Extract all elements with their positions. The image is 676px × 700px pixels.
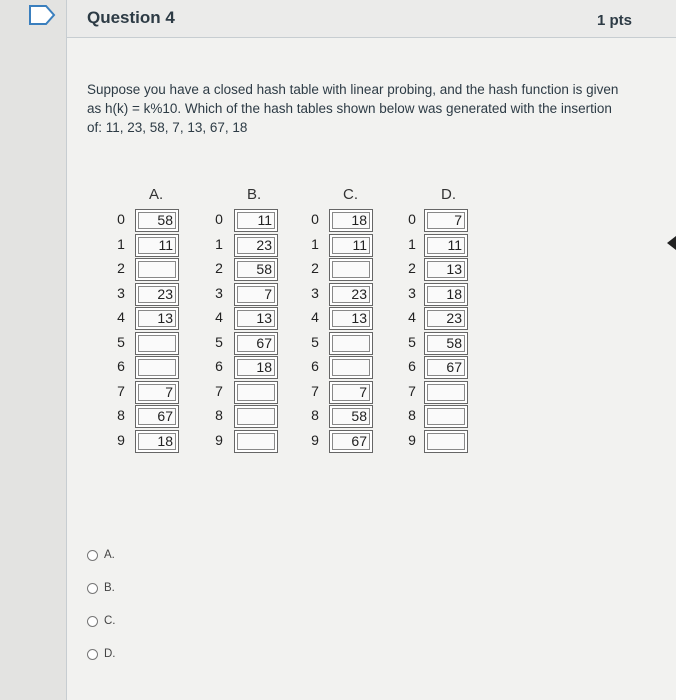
table-cell: 7: [424, 209, 468, 232]
table-cell: 11: [329, 234, 373, 257]
table-label: D.: [441, 186, 456, 203]
table-cell: [329, 258, 373, 281]
question-title: Question 4: [87, 8, 175, 27]
table-index: 1: [215, 235, 223, 252]
table-cell: 58: [234, 258, 278, 281]
question-prompt: Suppose you have a closed hash table with linear probing, and the hash function is given as h(k) = k%10. Which of the hash tables shown below was generated with the insertion of: 11, 23, 58, 7, 13, 67, 18: [87, 82, 619, 135]
table-cell: 67: [424, 356, 468, 379]
bookmark-flag-icon[interactable]: [28, 4, 58, 26]
table-cell: 7: [329, 381, 373, 404]
table-label: C.: [343, 186, 358, 203]
table-cell: 58: [329, 405, 373, 428]
option-d[interactable]: [87, 644, 116, 664]
table-index: 3: [408, 284, 416, 301]
table-index: 8: [117, 407, 125, 423]
table-label: A.: [149, 186, 164, 203]
table-cell: [424, 430, 468, 453]
table-index: 0: [408, 211, 416, 227]
table-cell: [329, 332, 373, 355]
table-index: 5: [408, 333, 416, 350]
question-header: [67, 0, 676, 38]
option-b[interactable]: [87, 578, 115, 598]
table-index: 2: [408, 260, 416, 276]
table-cell: 13: [135, 307, 179, 330]
table-cell: 11: [424, 234, 468, 257]
table-index: 9: [408, 431, 416, 448]
table-index: 1: [408, 235, 416, 252]
table-index: 4: [408, 309, 416, 325]
table-cell: 7: [135, 381, 179, 404]
table-index: 8: [215, 407, 223, 423]
table-index: 8: [408, 407, 416, 423]
table-index: 4: [311, 309, 319, 325]
table-index: 5: [311, 333, 319, 350]
table-index: 2: [117, 260, 125, 276]
table-index: 6: [311, 358, 319, 374]
table-index: 6: [117, 358, 125, 374]
table-cell: 11: [135, 234, 179, 257]
table-index: 5: [117, 333, 125, 350]
table-index: 7: [408, 382, 416, 399]
table-cell: 23: [424, 307, 468, 330]
question-card: [66, 0, 676, 700]
table-cell: 18: [234, 356, 278, 379]
table-cell: [135, 356, 179, 379]
table-index: 7: [117, 382, 125, 399]
table-cell: [424, 381, 468, 404]
table-cell: 23: [135, 283, 179, 306]
table-cell: 13: [424, 258, 468, 281]
table-cell: [329, 356, 373, 379]
radio-button-icon[interactable]: [87, 616, 98, 627]
option-c[interactable]: [87, 611, 116, 631]
table-index: 4: [215, 309, 223, 325]
table-index: 0: [311, 211, 319, 227]
table-cell: 18: [135, 430, 179, 453]
table-cell: [135, 258, 179, 281]
table-index: 9: [215, 431, 223, 448]
radio-button-icon[interactable]: [87, 550, 98, 561]
table-cell: [234, 430, 278, 453]
table-index: 0: [215, 211, 223, 227]
table-cell: 23: [234, 234, 278, 257]
option-a[interactable]: [87, 545, 115, 565]
table-index: 7: [215, 382, 223, 399]
option-c-label: C.: [104, 615, 116, 627]
table-cell: 13: [329, 307, 373, 330]
table-index: 5: [215, 333, 223, 350]
table-index: 4: [117, 309, 125, 325]
radio-button-icon[interactable]: [87, 649, 98, 660]
table-index: 6: [408, 358, 416, 374]
table-cell: 18: [424, 283, 468, 306]
table-cell: 13: [234, 307, 278, 330]
table-cell: 11: [234, 209, 278, 232]
table-index: 2: [215, 260, 223, 276]
table-cell: 67: [135, 405, 179, 428]
table-index: 1: [117, 235, 125, 252]
table-label: B.: [247, 186, 262, 203]
table-cell: [135, 332, 179, 355]
question-points: 1 pts: [596, 12, 632, 29]
table-index: 3: [311, 284, 319, 301]
table-cell: 58: [424, 332, 468, 355]
table-cell: [234, 405, 278, 428]
table-index: 9: [117, 431, 125, 448]
table-index: 2: [311, 260, 319, 276]
option-d-label: D.: [104, 648, 116, 660]
table-index: 7: [311, 382, 319, 399]
table-cell: [424, 405, 468, 428]
table-index: 6: [215, 358, 223, 374]
table-index: 3: [215, 284, 223, 301]
radio-button-icon[interactable]: [87, 583, 98, 594]
table-cell: 18: [329, 209, 373, 232]
table-index: 8: [311, 407, 319, 423]
table-cell: 7: [234, 283, 278, 306]
option-b-label: B.: [104, 582, 115, 594]
table-cell: 23: [329, 283, 373, 306]
table-index: 1: [311, 235, 319, 252]
table-cell: 67: [234, 332, 278, 355]
table-index: 9: [311, 431, 319, 448]
table-index: 0: [117, 211, 125, 227]
cursor-arrow-icon: [667, 236, 676, 250]
table-index: 3: [117, 284, 125, 301]
table-cell: 58: [135, 209, 179, 232]
table-cell: [234, 381, 278, 404]
table-cell: 67: [329, 430, 373, 453]
option-a-label: A.: [104, 549, 115, 561]
